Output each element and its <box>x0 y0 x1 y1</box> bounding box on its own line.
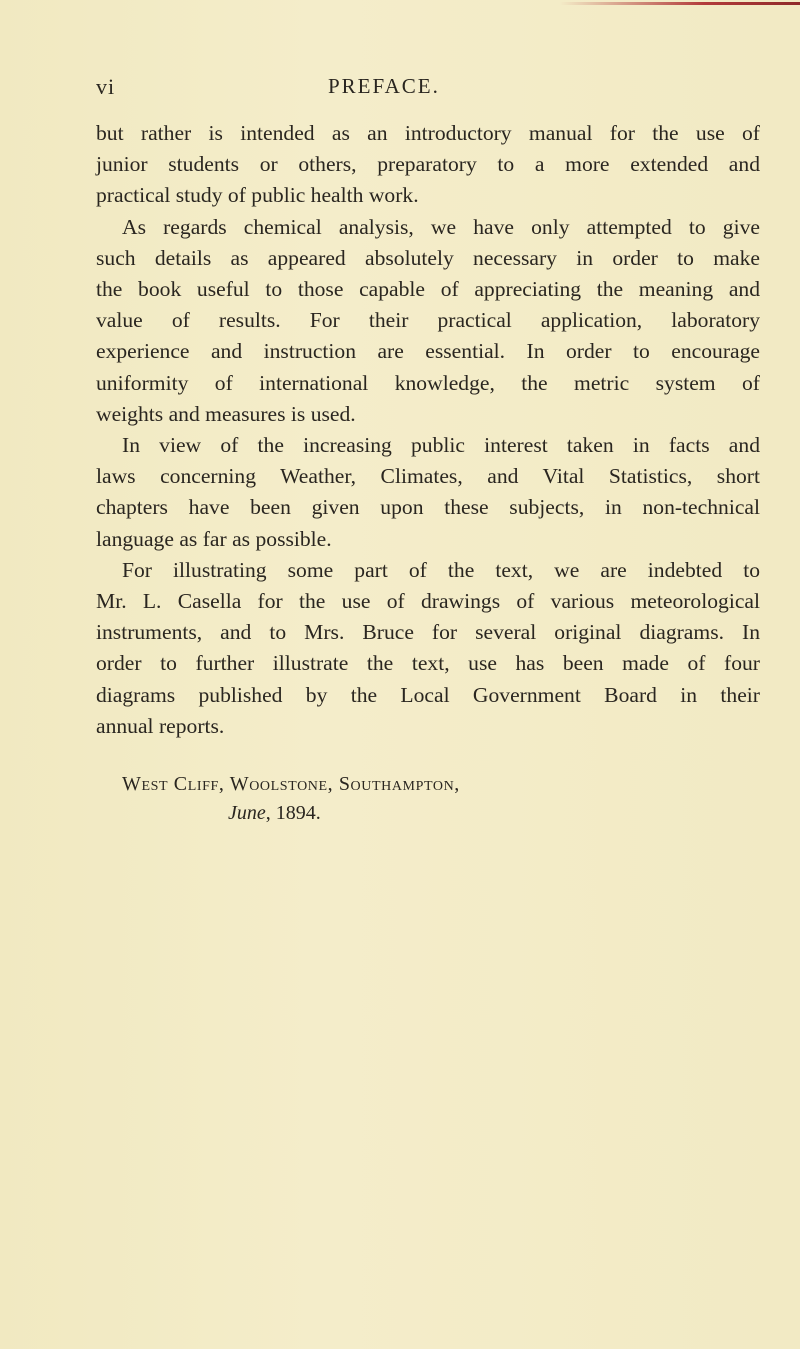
text-line: chapters have been given upon these subjects, in non-technical <box>96 495 760 520</box>
text-line: laws concerning Weather, Climates, and Vital Statistics, short <box>96 464 760 489</box>
text-line: experience and instruction are essential. In order to encourage <box>96 339 760 364</box>
text-line: diagrams published by the Local Government Board in their <box>96 682 760 707</box>
paragraph <box>96 555 760 742</box>
text-line: language as far as possible. <box>96 526 332 551</box>
text-line: the book useful to those capable of appreciating the meaning and <box>96 277 760 302</box>
page-edge-rule <box>560 2 800 5</box>
text-line: Mr. L. Casella for the use of drawings of various meteorological <box>96 589 760 614</box>
running-head: PREFACE. <box>328 74 440 98</box>
signature-year: , 1894. <box>265 802 321 824</box>
text-line: order to further illustrate the text, use has been made of four <box>96 651 760 676</box>
text-line: annual reports. <box>96 713 225 738</box>
page-header <box>96 74 756 104</box>
text-line: practical study of public health work. <box>96 183 419 208</box>
signature-month: June <box>228 802 266 824</box>
text-line: As regards chemical analysis, we have only attempted to give <box>122 214 760 239</box>
text-line: value of results. For their practical application, laboratory <box>96 308 760 333</box>
text-line: such details as appeared absolutely necessary in order to make <box>96 245 760 270</box>
text-line: junior students or others, preparatory to a more extended and <box>96 152 760 177</box>
preface-body <box>96 118 760 742</box>
paragraph <box>96 430 760 555</box>
paragraph <box>96 212 760 430</box>
text-line: but rather is intended as an introductory manual for the use of <box>96 121 760 145</box>
signature-place: West Cliff, Woolstone, Southampton, <box>122 773 460 795</box>
signature-date <box>122 799 722 828</box>
paragraph <box>96 118 760 212</box>
text-line: weights and measures is used. <box>96 401 356 426</box>
text-line: In view of the increasing public interest taken in facts and <box>122 433 760 458</box>
text-line: uniformity of international knowledge, the metric system of <box>96 370 760 395</box>
text-line: instruments, and to Mrs. Bruce for several original diagrams. In <box>96 620 760 645</box>
page-number: vi <box>96 74 116 99</box>
preface-signature <box>122 770 722 828</box>
text-line: For illustrating some part of the text, we are indebted to <box>122 557 760 582</box>
